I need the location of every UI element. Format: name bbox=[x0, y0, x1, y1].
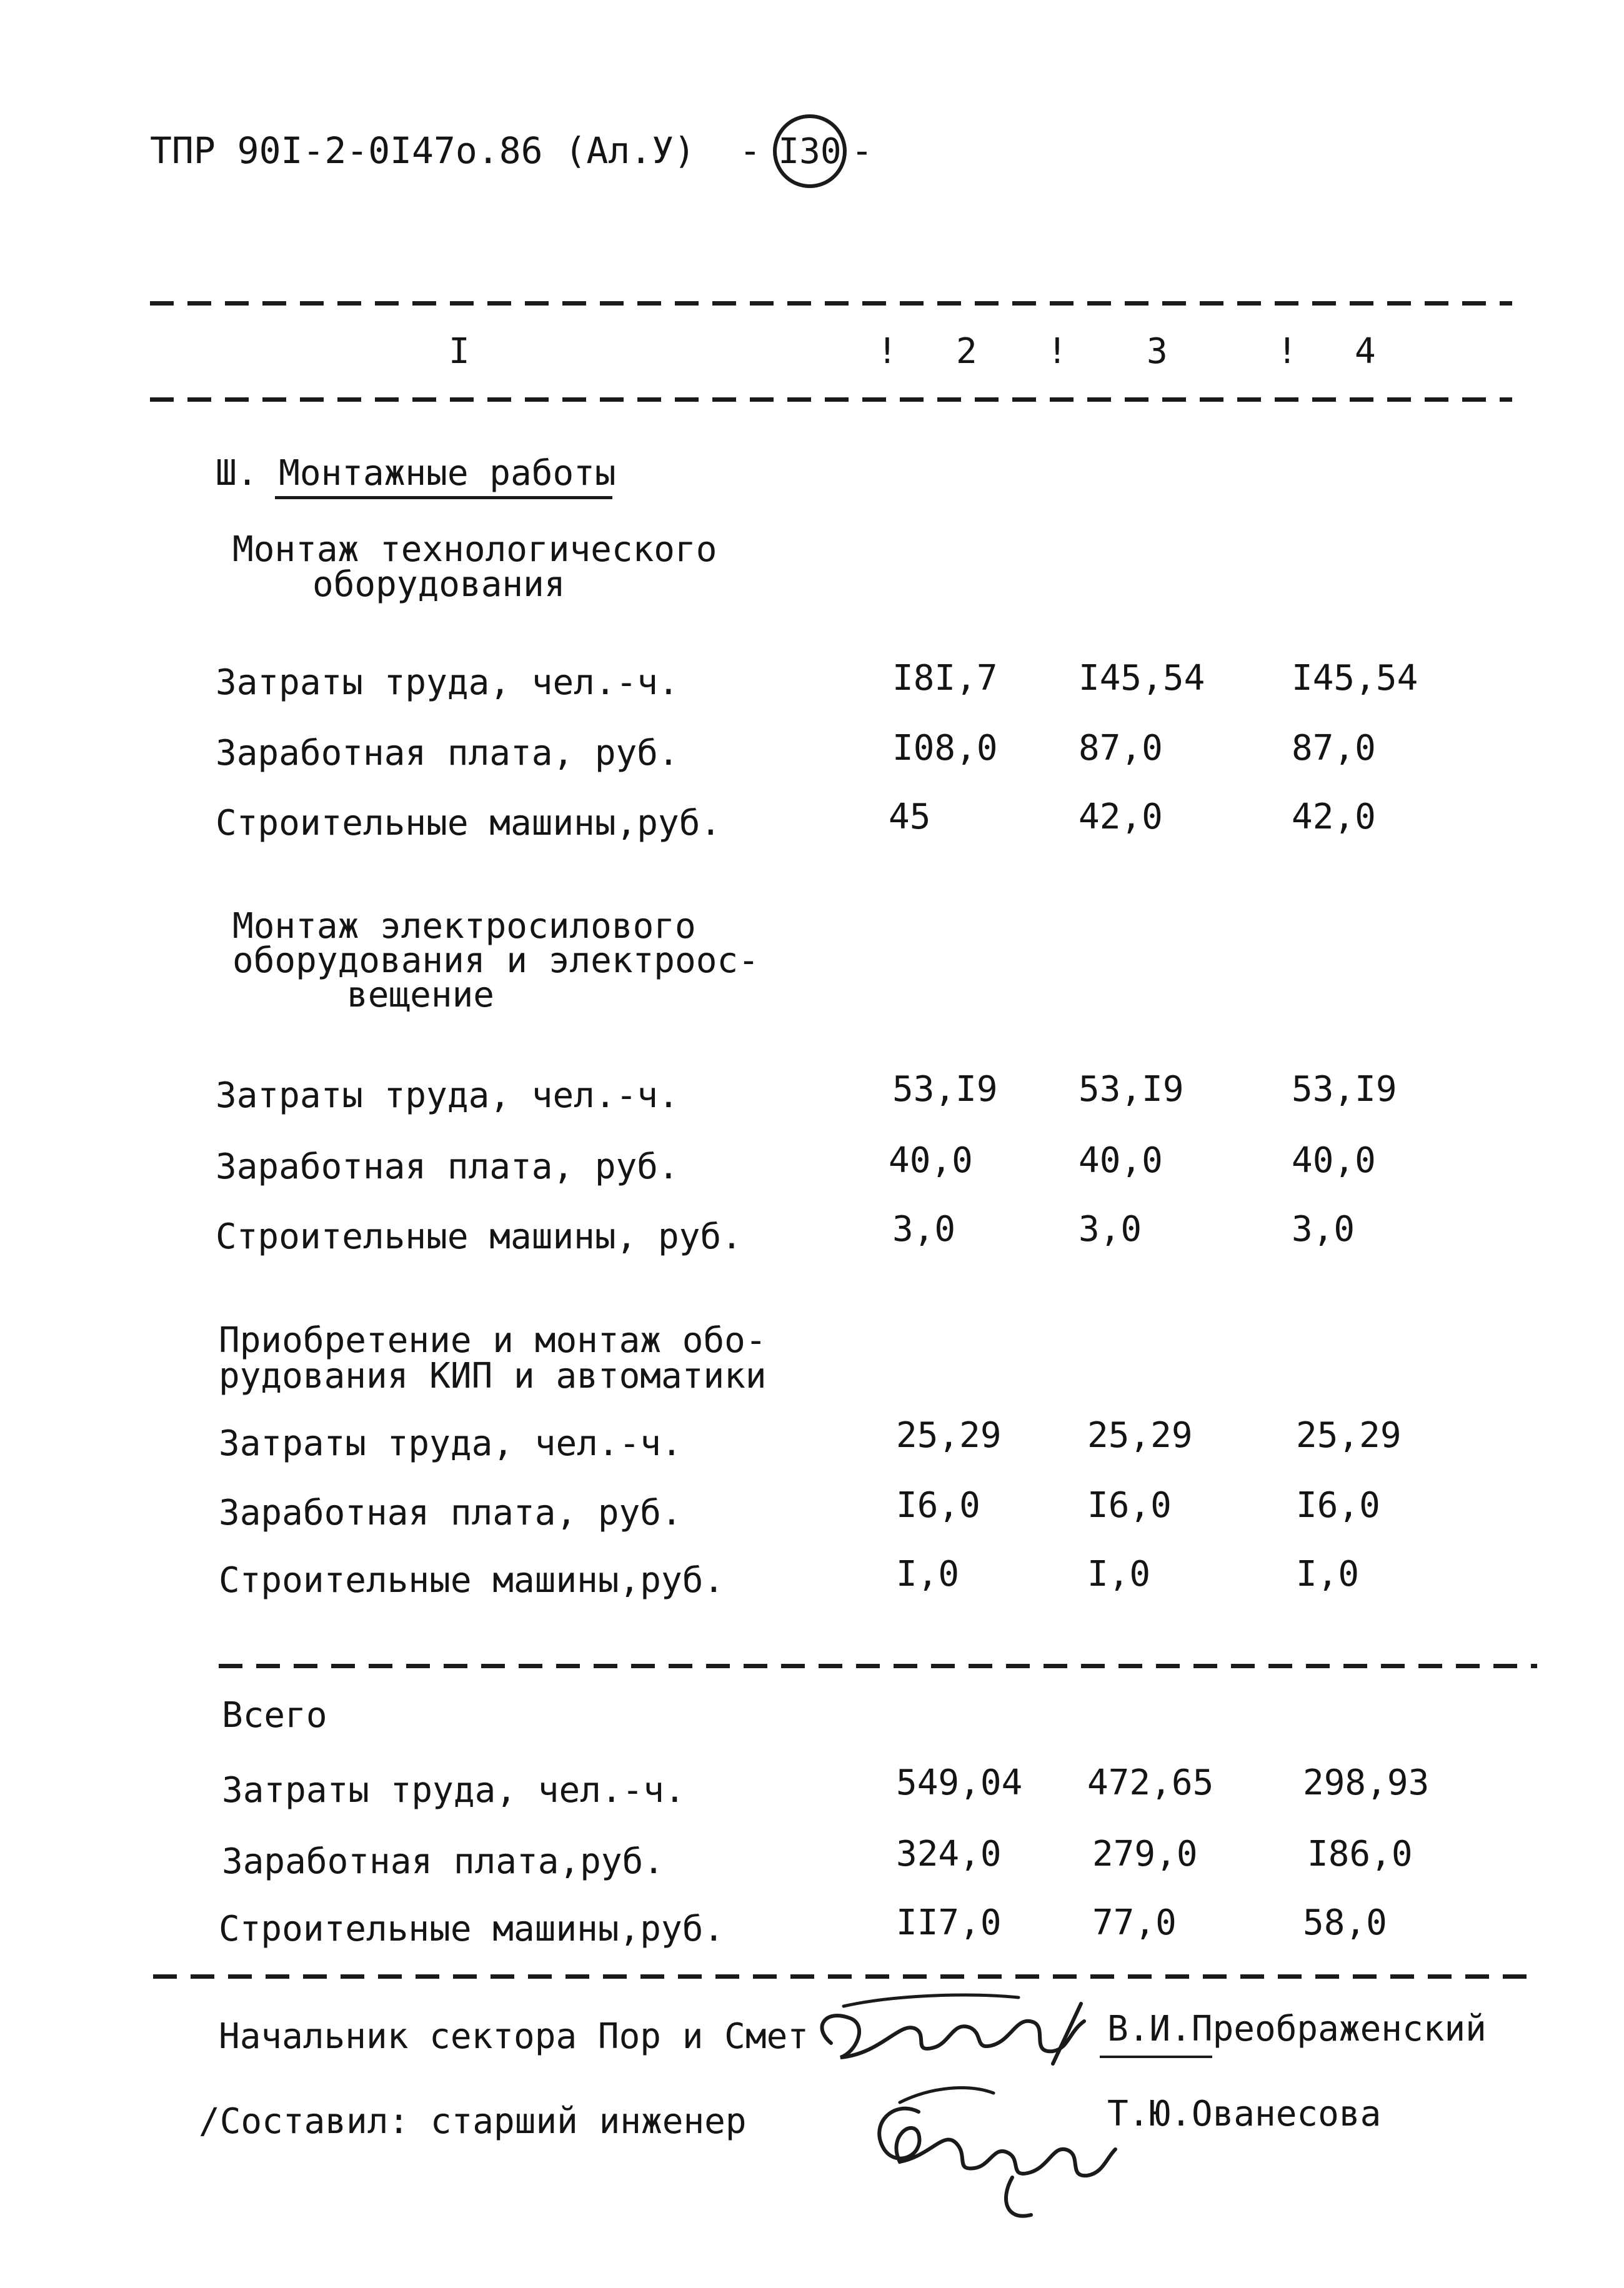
totals-rule bbox=[219, 1664, 1537, 1668]
group-title-line: рудования КИП и автоматики bbox=[219, 1356, 767, 1396]
column-header-2: 2 bbox=[956, 331, 977, 372]
row-value-col3: 25,29 bbox=[1087, 1415, 1193, 1456]
row-value-col3: 42,0 bbox=[1079, 797, 1163, 837]
row-value-col2: 25,29 bbox=[896, 1415, 1002, 1456]
row-label: Строительные машины, руб. bbox=[216, 1216, 742, 1257]
row-value-col2: I08,0 bbox=[892, 728, 998, 768]
signature-line bbox=[1100, 2056, 1212, 2058]
total-value-col2: 549,04 bbox=[896, 1763, 1023, 1803]
table-top-rule bbox=[150, 301, 1512, 306]
row-value-col4: I45,54 bbox=[1292, 658, 1418, 699]
group-title-line: Монтаж электросилового bbox=[232, 906, 696, 947]
row-label: Затраты труда, чел.-ч. bbox=[216, 1075, 679, 1116]
group-title-line: вещение bbox=[347, 975, 495, 1015]
section-title: Ш. Монтажные работы bbox=[216, 453, 616, 494]
row-value-col3: I,0 bbox=[1087, 1554, 1151, 1594]
row-value-col2: 3,0 bbox=[892, 1209, 956, 1250]
row-value-col2: 40,0 bbox=[889, 1140, 973, 1181]
row-value-col4: 25,29 bbox=[1296, 1415, 1402, 1456]
signatory-role: /Составил: старший инженер bbox=[199, 2101, 747, 2142]
row-value-col3: 40,0 bbox=[1079, 1140, 1163, 1181]
row-value-col4: I6,0 bbox=[1296, 1485, 1380, 1526]
column-separator-3: ! bbox=[1277, 331, 1298, 372]
row-value-col3: 87,0 bbox=[1079, 728, 1163, 768]
row-value-col4: 40,0 bbox=[1292, 1140, 1376, 1181]
table-header-rule bbox=[150, 397, 1512, 402]
total-value-col2: II7,0 bbox=[896, 1903, 1002, 1943]
row-label: Строительные машины,руб. bbox=[219, 1560, 725, 1601]
total-value-col2: 324,0 bbox=[896, 1834, 1002, 1874]
page-number-circle bbox=[773, 114, 847, 188]
column-header-4: 4 bbox=[1355, 331, 1376, 372]
group-title-line: Приобретение и монтаж обо- bbox=[219, 1320, 767, 1361]
row-value-col2: I8I,7 bbox=[892, 658, 998, 699]
page-dash-left: - bbox=[739, 129, 761, 172]
total-row-label: Затраты труда, чел.-ч. bbox=[222, 1770, 685, 1811]
document-code: ТПР 90I-2-0I47о.86 (Ал.У) bbox=[150, 129, 695, 172]
row-value-col3: I6,0 bbox=[1087, 1485, 1172, 1526]
column-header-1: I bbox=[449, 331, 470, 372]
total-value-col3: 77,0 bbox=[1092, 1903, 1177, 1943]
row-label: Затраты труда, чел.-ч. bbox=[216, 662, 679, 703]
row-value-col2: I,0 bbox=[896, 1554, 960, 1594]
group-title-line: оборудования bbox=[312, 564, 565, 605]
page-number: I30 bbox=[778, 131, 842, 172]
column-header-3: 3 bbox=[1147, 331, 1168, 372]
row-value-col3: 3,0 bbox=[1079, 1209, 1142, 1250]
row-value-col4: 87,0 bbox=[1292, 728, 1376, 768]
table-bottom-rule bbox=[153, 1974, 1537, 1979]
row-label: Затраты труда, чел.-ч. bbox=[219, 1423, 682, 1464]
row-value-col2: I6,0 bbox=[896, 1485, 980, 1526]
section-title-underline bbox=[275, 496, 612, 499]
row-value-col3: 53,I9 bbox=[1079, 1069, 1184, 1110]
row-label: Строительные машины,руб. bbox=[216, 803, 722, 843]
column-separator-2: ! bbox=[1047, 331, 1068, 372]
total-value-col4: 58,0 bbox=[1303, 1903, 1387, 1943]
signature-scribble-2 bbox=[850, 2068, 1125, 2231]
page-dash-right: - bbox=[851, 129, 873, 172]
row-value-col2: 45 bbox=[889, 797, 931, 837]
row-value-col4: 42,0 bbox=[1292, 797, 1376, 837]
row-label: Заработная плата, руб. bbox=[216, 733, 679, 773]
row-label: Заработная плата, руб. bbox=[216, 1146, 679, 1187]
total-row-label: Заработная плата,руб. bbox=[222, 1841, 665, 1882]
group-title-line: Монтаж технологического bbox=[232, 529, 717, 570]
signatory-role: Начальник сектора Пор и Смет bbox=[219, 2016, 809, 2057]
total-value-col3: 279,0 bbox=[1092, 1834, 1198, 1874]
total-value-col4: I86,0 bbox=[1307, 1834, 1413, 1874]
signature-scribble-1 bbox=[806, 1984, 1100, 2077]
signatory-name: Т.Ю.Ованесова bbox=[1107, 2094, 1382, 2134]
signatory-name: В.И.Преображенский bbox=[1107, 2009, 1487, 2049]
row-label: Заработная плата, руб. bbox=[219, 1493, 682, 1533]
total-value-col3: 472,65 bbox=[1087, 1763, 1214, 1803]
row-value-col4: I,0 bbox=[1296, 1554, 1360, 1594]
total-value-col4: 298,93 bbox=[1303, 1763, 1430, 1803]
column-separator-1: ! bbox=[877, 331, 898, 372]
total-row-label: Строительные машины,руб. bbox=[219, 1909, 725, 1949]
row-value-col3: I45,54 bbox=[1079, 658, 1205, 699]
row-value-col4: 53,I9 bbox=[1292, 1069, 1397, 1110]
row-value-col2: 53,I9 bbox=[892, 1069, 998, 1110]
totals-title: Всего bbox=[222, 1695, 327, 1736]
row-value-col4: 3,0 bbox=[1292, 1209, 1355, 1250]
group-title-line: оборудования и электроос- bbox=[232, 940, 759, 981]
